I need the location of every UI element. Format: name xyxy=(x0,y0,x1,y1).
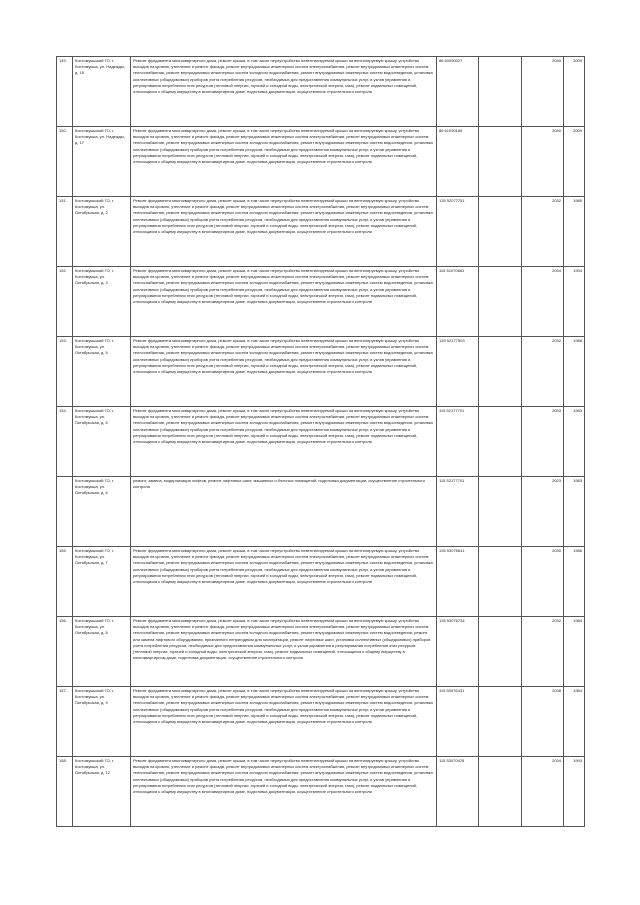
row-number xyxy=(57,477,73,547)
table-row xyxy=(57,197,585,267)
row-year-built: 1983 xyxy=(564,407,585,477)
table-row xyxy=(57,337,585,407)
table-row xyxy=(57,267,585,337)
row-address: Костомукшский ГО, г. Костомукша, ул. Октябрьская, д. 2 xyxy=(73,197,131,267)
table-row xyxy=(57,547,585,617)
capital-repair-table xyxy=(56,56,585,827)
row-work-description: Ремонт фундамента многоквартирного дома, ремонт крыши, в том числе переустройство невентилируемой крыши на вентилируемую крышу, устройство выходов на кровлю, утепление и ремонт фасада, ремонт внутридомовых инженерных систем электроснабжения, ремонт внутридомовых инженерных систем теплоснабжения, ремонт внутридомовых инженерных систем холодного водоснабжения, ремонт внутридомовых инженерных систем водоотведения, ремонт или замена лифтового оборудования, признанного непригодным для эксплуатации, ремонт лифтовых шахт, установка коллективных (общедомовых) приборов учета потребления ресурсов, необходимых для предоставления коммунальных услуг, и узлов управления и регулирования потребления этих ресурсов (тепловой энергии, горячей и холодной воды, электрической энергии, газа), ремонт подвальных помещений, относящихся к общему имуществу в многоквартирном доме, подготовка документации, осуществление строительного контроля xyxy=(131,617,437,687)
row-address: Костомукшский ГО, г. Костомукша, ул. Надежды, д. 17 xyxy=(73,127,131,197)
row-year-plan: 2023 xyxy=(522,477,564,547)
row-code: 115 50076431 xyxy=(437,687,479,757)
row-year-built: 1984 xyxy=(564,617,585,687)
row-empty-cell xyxy=(479,757,522,827)
row-code: 115 52177701 xyxy=(437,407,479,477)
row-code: 139 52177503 xyxy=(437,337,479,407)
row-number: 154. xyxy=(57,407,73,477)
row-empty-cell xyxy=(479,687,522,757)
row-year-plan: 2032 xyxy=(522,617,564,687)
row-address: Костомукшский ГО, г. Костомукша, ул. Октябрьская, д. 8 xyxy=(73,617,131,687)
row-number: 149. xyxy=(57,57,73,127)
row-empty-cell xyxy=(479,197,522,267)
row-address: Костомукшский ГО, г. Костомукша, ул. Надежды, д. 15 xyxy=(73,57,131,127)
row-work-description: Ремонт фундамента многоквартирного дома, ремонт крыши, в том числе переустройство невентилируемой крыши на вентилируемую крышу, устройство выходов на кровлю, утепление и ремонт фасада, ремонт внутридомовых инженерных систем электроснабжения, ремонт внутридомовых инженерных систем теплоснабжения, ремонт внутридомовых инженерных систем холодного водоснабжения, ремонт внутридомовых инженерных систем водоотведения, установка коллективных (общедомовых) приборов учета потребления ресурсов, необходимых для предоставления коммунальных услуг, и узлов управления и регулирования потребления этих ресурсов (тепловой энергии, горячей и холодной воды, электрической энергии, газа), ремонт подвальных помещений, относящихся к общему имуществу в многоквартирном доме, подготовка документации, осуществление строительного контроля xyxy=(131,687,437,757)
row-year-plan: 2032 xyxy=(522,197,564,267)
table-row xyxy=(57,127,585,197)
row-work-description: ремонт, замена, модернизация лифтов, ремонт лифтовых шахт, машинных и блочных помещений, подготовка документации, осуществление строительного контроля xyxy=(131,477,437,547)
row-year-plan: 2030 xyxy=(522,547,564,617)
table-row xyxy=(57,617,585,687)
row-empty-cell xyxy=(479,407,522,477)
row-year-plan: 2038 xyxy=(522,687,564,757)
row-year-plan: 2033 xyxy=(522,407,564,477)
row-code: 135 53076641 xyxy=(437,547,479,617)
row-year-plan: 2034 xyxy=(522,267,564,337)
row-work-description: Ремонт фундамента многоквартирного дома, ремонт крыши, в том числе переустройство невентилируемой крыши на вентилируемую крышу, устройство выходов на кровлю, утепление и ремонт фасада, ремонт внутридомовых инженерных систем электроснабжения, ремонт внутридомовых инженерных систем теплоснабжения, ремонт внутридомовых инженерных систем холодного водоснабжения, ремонт внутридомовых инженерных систем водоотведения, установка коллективных (общедомовых) приборов учета потребления ресурсов, необходимых для предоставления коммунальных услуг, и узлов управления и регулирования потребления этих ресурсов (тепловой энергии, горячей и холодной воды, электрической энергии, газа), ремонт подвальных помещений, относящихся к общему имуществу в многоквартирном доме, подготовка документации, осуществление строительного контроля xyxy=(131,127,437,197)
row-empty-cell xyxy=(479,337,522,407)
row-address: Костомукшский ГО, г. Костомукша, ул. Октябрьская, д. 5 xyxy=(73,337,131,407)
row-year-plan: 2040 xyxy=(522,57,564,127)
row-number: 156. xyxy=(57,617,73,687)
row-work-description: Ремонт фундамента многоквартирного дома, ремонт крыши, в том числе переустройство невентилируемой крыши на вентилируемую крышу, устройство выходов на кровлю, утепление и ремонт фасада, ремонт внутридомовых инженерных систем электроснабжения, ремонт внутридомовых инженерных систем теплоснабжения, ремонт внутридомовых инженерных систем холодного водоснабжения, ремонт внутридомовых инженерных систем водоотведения, установка коллективных (общедомовых) приборов учета потребления ресурсов, необходимых для предоставления коммунальных услуг, и узлов управления и регулирования потребления этих ресурсов (тепловой энергии, горячей и холодной воды, электрической энергии, газа), ремонт подвальных помещений, относящихся к общему имуществу в многоквартирном доме, подготовка документации, осуществление строительного контроля xyxy=(131,57,437,127)
row-work-description: Ремонт фундамента многоквартирного дома, ремонт крыши, в том числе переустройство невентилируемой крыши на вентилируемую крышу, устройство выходов на кровлю, утепление и ремонт фасада, ремонт внутридомовых инженерных систем электроснабжения, ремонт внутридомовых инженерных систем теплоснабжения, ремонт внутридомовых инженерных систем холодного водоснабжения, ремонт внутридомовых инженерных систем водоотведения, установка коллективных (общедомовых) приборов учета потребления ресурсов, необходимых для предоставления коммунальных услуг, и узлов управления и регулирования потребления этих ресурсов (тепловой энергии, горячей и холодной воды, электрической энергии, газа), ремонт подвальных помещений, относящихся к общему имуществу в многоквартирном доме, подготовка документации, осуществление строительного контроля xyxy=(131,197,437,267)
row-address: Костомукшский ГО, г. Костомукша, ул. Октябрьская, д. 3 xyxy=(73,267,131,337)
row-number: 151. xyxy=(57,197,73,267)
row-code: 135 53076734 xyxy=(437,617,479,687)
table-row xyxy=(57,687,585,757)
row-number: 157. xyxy=(57,687,73,757)
row-number: 155. xyxy=(57,547,73,617)
row-year-built: 1984 xyxy=(564,687,585,757)
row-address: Костомукшский ГО, г. Костомукша, ул. Октябрьская, д. 12 xyxy=(73,757,131,827)
row-code: 115 52177701 xyxy=(437,477,479,547)
row-code: 115 51070681 xyxy=(437,267,479,337)
row-empty-cell xyxy=(479,477,522,547)
row-address: Костомукшский ГО, г. Костомукша, ул. Октябрьская, д. 9 xyxy=(73,687,131,757)
row-number: 158. xyxy=(57,757,73,827)
row-year-plan: 2034 xyxy=(522,757,564,827)
row-work-description: Ремонт фундамента многоквартирного дома, ремонт крыши, в том числе переустройство невентилируемой крыши на вентилируемую крышу, устройство выходов на кровлю, утепление и ремонт фасада, ремонт внутридомовых инженерных систем электроснабжения, ремонт внутридомовых инженерных систем теплоснабжения, ремонт внутридомовых инженерных систем холодного водоснабжения, ремонт внутридомовых инженерных систем водоотведения, установка коллективных (общедомовых) приборов учета потребления ресурсов, необходимых для предоставления коммунальных услуг, и узлов управления и регулирования потребления этих ресурсов (тепловой энергии, горячей и холодной воды, электрической энергии, газа), ремонт подвальных помещений, относящихся к общему имуществу в многоквартирном доме, подготовка документации, осуществление строительного контроля xyxy=(131,407,437,477)
row-year-built: 1986 xyxy=(564,547,585,617)
row-number: 152. xyxy=(57,267,73,337)
row-year-built: 2009 xyxy=(564,127,585,197)
table-row xyxy=(57,407,585,477)
table-row xyxy=(57,57,585,127)
row-code: 115 53070478 xyxy=(437,757,479,827)
row-work-description: Ремонт фундамента многоквартирного дома, ремонт крыши, в том числе переустройство невентилируемой крыши на вентилируемую крышу, устройство выходов на кровлю, утепление и ремонт фасада, ремонт внутридомовых инженерных систем электроснабжения, ремонт внутридомовых инженерных систем теплоснабжения, ремонт внутридомовых инженерных систем холодного водоснабжения, ремонт внутридомовых инженерных систем водоотведения, установка коллективных (общедомовых) приборов учета потребления ресурсов, необходимых для предоставления коммунальных услуг, и узлов управления и регулирования потребления этих ресурсов (тепловой энергии, горячей и холодной воды, электрической энергии, газа), ремонт подвальных помещений, относящихся к общему имуществу в многоквартирном доме, подготовка документации, осуществление строительного контроля xyxy=(131,547,437,617)
row-code: 135 52077751 xyxy=(437,197,479,267)
row-number: 150. xyxy=(57,127,73,197)
row-empty-cell xyxy=(479,57,522,127)
row-code: 86 60090027 xyxy=(437,57,479,127)
row-year-built: 1994 xyxy=(564,267,585,337)
row-year-plan: 2040 xyxy=(522,127,564,197)
row-number: 153. xyxy=(57,337,73,407)
row-address: Костомукшский ГО, г. Костомукша, ул. Октябрьская, д. 6 xyxy=(73,477,131,547)
row-address: Костомукшский ГО, г. Костомукша, ул. Октябрьская, д. 6 xyxy=(73,407,131,477)
row-empty-cell xyxy=(479,547,522,617)
row-empty-cell xyxy=(479,267,522,337)
table-row xyxy=(57,757,585,827)
row-year-built: 2009 xyxy=(564,57,585,127)
row-year-built: 1988 xyxy=(564,337,585,407)
table-row xyxy=(57,477,585,547)
row-year-built: 1983 xyxy=(564,477,585,547)
row-empty-cell xyxy=(479,617,522,687)
row-work-description: Ремонт фундамента многоквартирного дома, ремонт крыши, в том числе переустройство невентилируемой крыши на вентилируемую крышу, устройство выходов на кровлю, утепление и ремонт фасада, ремонт внутридомовых инженерных систем электроснабжения, ремонт внутридомовых инженерных систем теплоснабжения, ремонт внутридомовых инженерных систем холодного водоснабжения, ремонт внутридомовых инженерных систем водоотведения, установка коллективных (общедомовых) приборов учета потребления ресурсов, необходимых для предоставления коммунальных услуг, и узлов управления и регулирования потребления этих ресурсов (тепловой энергии, горячей и холодной воды, электрической энергии, газа), ремонт подвальных помещений, относящихся к общему имуществу в многоквартирном доме, подготовка документации, осуществление строительного контроля xyxy=(131,337,437,407)
row-code: 86 61090166 xyxy=(437,127,479,197)
row-empty-cell xyxy=(479,127,522,197)
row-year-built: 1993 xyxy=(564,757,585,827)
row-work-description: Ремонт фундамента многоквартирного дома, ремонт крыши, в том числе переустройство невентилируемой крыши на вентилируемую крышу, устройство выходов на кровлю, утепление и ремонт фасада, ремонт внутридомовых инженерных систем электроснабжения, ремонт внутридомовых инженерных систем теплоснабжения, ремонт внутридомовых инженерных систем холодного водоснабжения, ремонт внутридомовых инженерных систем водоотведения, установка коллективных (общедомовых) приборов учета потребления ресурсов, необходимых для предоставления коммунальных услуг, и узлов управления и регулирования потребления этих ресурсов (тепловой энергии, горячей и холодной воды, электрической энергии, газа), ремонт подвальных помещений, относящихся к общему имуществу в многоквартирном доме, подготовка документации, осуществление строительного контроля xyxy=(131,757,437,827)
row-work-description: Ремонт фундамента многоквартирного дома, ремонт крыши, в том числе переустройство невентилируемой крыши на вентилируемую крышу, устройство выходов на кровлю, утепление и ремонт фасада, ремонт внутридомовых инженерных систем электроснабжения, ремонт внутридомовых инженерных систем теплоснабжения, ремонт внутридомовых инженерных систем холодного водоснабжения, ремонт внутридомовых инженерных систем водоотведения, установка коллективных (общедомовых) приборов учета потребления ресурсов, необходимых для предоставления коммунальных услуг, и узлов управления и регулирования потребления этих ресурсов (тепловой энергии, горячей и холодной воды, электрической энергии, газа), ремонт подвальных помещений, относящихся к общему имуществу в многоквартирном доме, подготовка документации, осуществление строительного контроля xyxy=(131,267,437,337)
row-year-built: 1985 xyxy=(564,197,585,267)
row-address: Костомукшский ГО, г. Костомукша, ул. Октябрьская, д. 7 xyxy=(73,547,131,617)
row-year-plan: 2032 xyxy=(522,337,564,407)
